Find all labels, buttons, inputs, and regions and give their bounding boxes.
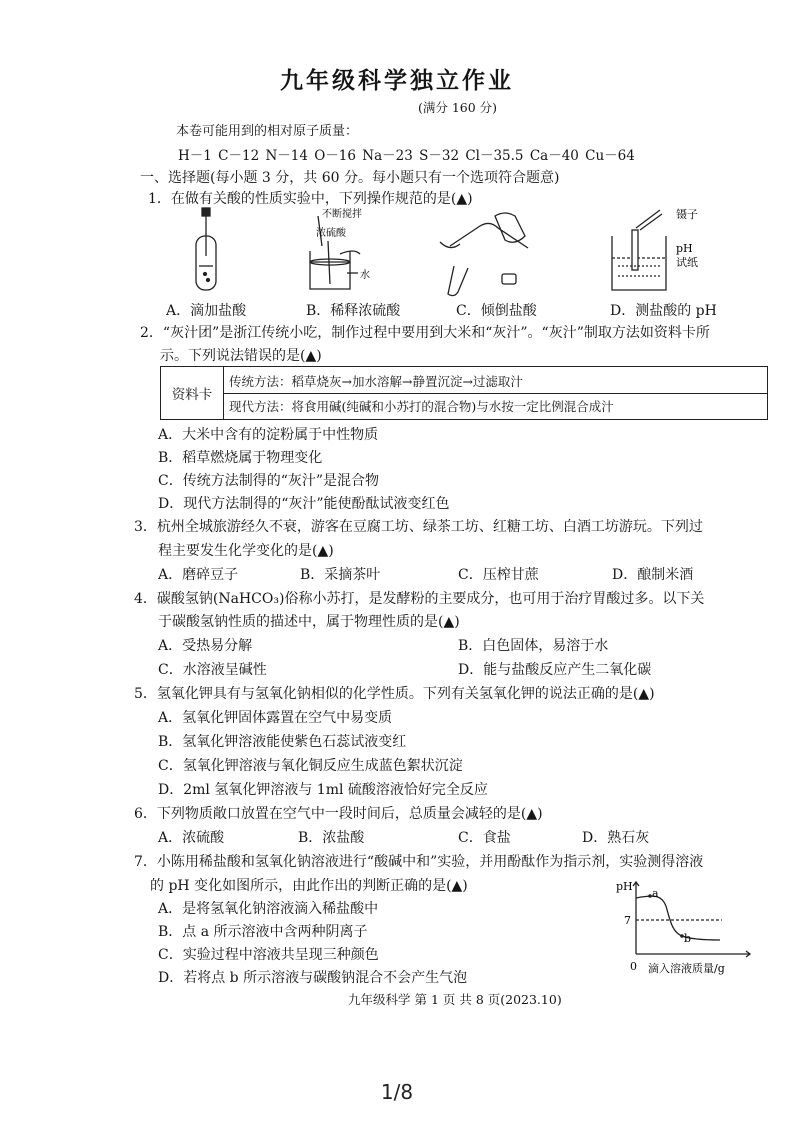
q7-option-c: C．实验过程中溶液共呈现三种颜色	[158, 947, 379, 963]
question-4-stem-line2: 于碳酸氢钠性质的描述中，属于物理性质的是(▲)	[158, 614, 460, 630]
figure-d-ph-test	[612, 210, 666, 290]
q4-option-b: B．白色固体，易溶于水	[458, 638, 609, 654]
info-card-traditional: 传统方法：稻草烧灰→加水溶解→静置沉淀→过滤取汁	[229, 374, 523, 389]
label-ph: pH	[676, 242, 693, 255]
question-3-stem-line1: 3．杭州全城旅游经久不衰，游客在豆腐工坊、绿茶工坊、红糖工坊、白酒工坊游玩。下列过	[134, 519, 703, 535]
info-card-modern: 现代方法：将食用碱(纯碱和小苏打的混合物)与水按一定比例混合成汁	[229, 399, 614, 414]
q5-option-b: B．氢氧化钾溶液能使紫色石蕊试液变红	[158, 734, 407, 750]
q4-option-a: A．受热易分解	[158, 638, 253, 654]
q3-option-b: B．采摘茶叶	[300, 567, 381, 583]
label-water: 水	[360, 270, 370, 281]
q1-option-d: D．测盐酸的 pH	[610, 303, 717, 319]
atomic-mass-list: H－1 C－12 N－14 O－16 Na－23 S－32 Cl－35.5 Ca－40 Cu－64	[178, 148, 635, 164]
label-stir: 不断搅拌	[322, 209, 362, 220]
question-3-stem-line2: 程主要发生化学变化的是(▲)	[158, 543, 334, 559]
q1-option-b: B．稀释浓硫酸	[306, 303, 401, 319]
section-heading: 一、选择题(每小题 3 分，共 60 分。每小题只有一个选项符合题意)	[140, 170, 560, 186]
question-2-stem-line1: 2．“灰汁团”是浙江传统小吃，制作过程中要用到大米和“灰汁”。“灰汁”制取方法如资料卡所	[140, 325, 710, 341]
label-conc-acid: 浓硫酸	[316, 228, 346, 239]
graph-label-b: b	[684, 932, 692, 945]
q4-option-c: C．水溶液呈碱性	[158, 662, 267, 678]
q1-option-a: A．滴加盐酸	[166, 303, 247, 319]
q6-option-b: B．浓盐酸	[298, 830, 365, 846]
graph-seven: 7	[624, 914, 631, 927]
figure-c-pouring	[440, 213, 528, 296]
graph-y-label: pH	[616, 880, 633, 893]
figure-b-beaker	[310, 216, 360, 289]
q7-option-b: B．点 a 所示溶液中含两种阴离子	[158, 924, 368, 940]
page-title: 九年级科学独立作业	[280, 67, 514, 94]
question-1-stem: 1．在做有关酸的性质实验中，下列操作规范的是(▲)	[148, 191, 473, 207]
full-score: (满分 160 分)	[418, 100, 498, 115]
q2-option-c: C．传统方法制得的“灰汁”是混合物	[158, 473, 380, 489]
q3-option-d: D．酿制米酒	[612, 567, 694, 583]
atomic-mass-label: 本卷可能用到的相对原子质量：	[176, 124, 359, 139]
question-7-stem-line2: 的 pH 变化如图所示，由此作出的判断正确的是(▲)	[150, 878, 468, 894]
question-2-stem-line2: 示。下列说法错误的是(▲)	[160, 348, 322, 364]
q2-option-d: D．现代方法制得的“灰汁”能使酚酞试液变红色	[158, 496, 450, 512]
label-test-paper: 试纸	[676, 256, 698, 269]
question-5-stem: 5．氢氧化钾具有与氢氧化钠相似的化学性质。下列有关氢氧化钾的说法正确的是(▲)	[134, 686, 655, 702]
page-indicator: 1/8	[380, 1080, 414, 1104]
question-7-stem-line1: 7．小陈用稀盐酸和氢氧化钠溶液进行“酸碱中和”实验，并用酚酞作为指示剂，实验测得溶液	[134, 854, 704, 870]
q6-option-d: D．熟石灰	[582, 830, 650, 846]
graph-curve	[636, 896, 720, 940]
q2-option-b: B．稻草燃烧属于物理变化	[158, 450, 323, 466]
q5-option-c: C．氢氧化钾溶液与氧化铜反应生成蓝色絮状沉淀	[158, 758, 463, 774]
q6-option-a: A．浓硫酸	[158, 830, 225, 846]
info-card-label: 资料卡	[161, 367, 224, 419]
figure-a-test-tube	[196, 208, 216, 290]
q5-option-a: A．氢氧化钾固体露置在空气中易变质	[158, 710, 393, 726]
graph-x-label: 滴入溶液质量/g	[648, 962, 725, 975]
info-card	[160, 366, 768, 420]
label-tweezers: 镊子	[676, 208, 698, 221]
info-card-divider	[223, 393, 767, 394]
q5-option-d: D．2ml 氢氧化钾溶液与 1ml 硫酸溶液恰好完全反应	[158, 782, 488, 798]
q1-option-c: C．倾倒盐酸	[456, 303, 537, 319]
ph-curve-graph	[610, 876, 760, 978]
q2-option-a: A．大米中含有的淀粉属于中性物质	[158, 427, 379, 443]
page-footer: 九年级科学 第 1 页 共 8 页(2023.10)	[348, 992, 562, 1007]
graph-label-a: a	[652, 887, 659, 900]
graph-origin: 0	[630, 960, 637, 973]
q3-option-c: C．压榨甘蔗	[458, 567, 539, 583]
q7-option-a: A．是将氢氧化钠溶液滴入稀盐酸中	[158, 901, 379, 917]
question-6-stem: 6．下列物质敞口放置在空气中一段时间后，总质量会减轻的是(▲)	[134, 806, 543, 822]
question-1-figures	[150, 206, 770, 298]
q6-option-c: C．食盐	[458, 830, 511, 846]
q7-option-d: D．若将点 b 所示溶液与碳酸钠混合不会产生气泡	[158, 970, 468, 986]
q3-option-a: A．磨碎豆子	[158, 567, 239, 583]
q4-option-d: D．能与盐酸反应产生二氧化碳	[458, 662, 652, 678]
question-4-stem-line1: 4．碳酸氢钠(NaHCO₃)俗称小苏打，是发酵粉的主要成分，也可用于治疗胃酸过多。以下关	[134, 591, 705, 607]
